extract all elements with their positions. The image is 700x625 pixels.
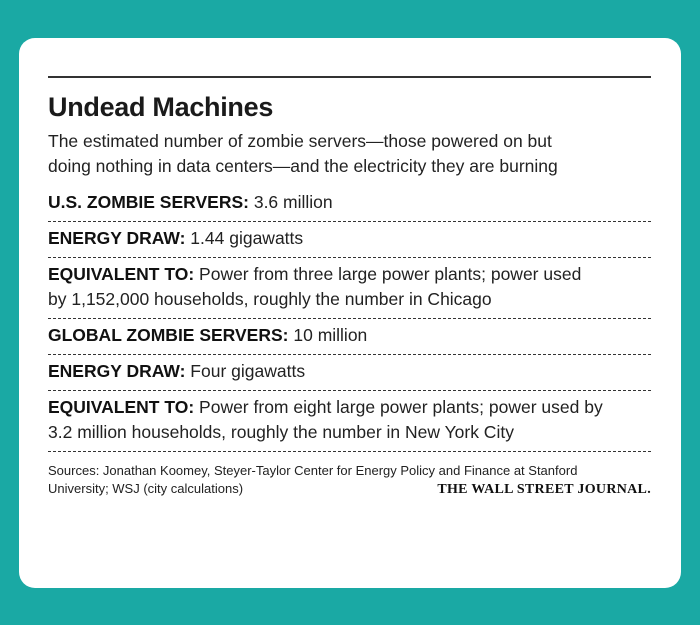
subtitle-line-1: The estimated number of zombie servers—those powered on but [48, 131, 552, 151]
row-value: Four gigawatts [185, 361, 306, 381]
row-us-equivalent [48, 258, 651, 319]
page-title: Undead Machines [48, 92, 274, 122]
row-label: ENERGY DRAW: [48, 361, 186, 381]
subtitle-line-2: doing nothing in data centers—and the electricity they are burning [48, 156, 558, 176]
top-rule [48, 76, 651, 78]
row-global-equivalent [48, 391, 651, 452]
sources-line-1: Sources: Jonathan Koomey, Steyer-Taylor Center for Energy Policy and Finance at Stanford [48, 463, 578, 478]
row-label: GLOBAL ZOMBIE SERVERS: [48, 325, 289, 345]
row-global-zombie-servers [48, 319, 651, 355]
row-label: EQUIVALENT TO: [48, 397, 195, 417]
row-value-continued: 3.2 million households, roughly the number in New York City [48, 422, 514, 442]
row-value: 10 million [288, 325, 368, 345]
sources-line-2: University; WSJ (city calculations) [48, 481, 244, 496]
row-value: Power from eight large power plants; power used by [194, 397, 603, 417]
row-value: Power from three large power plants; power used [194, 264, 582, 284]
row-value-continued: by 1,152,000 households, roughly the number in Chicago [48, 289, 492, 309]
row-us-zombie-servers [48, 186, 651, 222]
row-value: 3.6 million [248, 192, 333, 212]
row-label: U.S. ZOMBIE SERVERS: [48, 192, 249, 212]
row-us-energy-draw [48, 222, 651, 258]
row-global-energy-draw [48, 355, 651, 391]
subtitle [48, 129, 651, 179]
row-label: ENERGY DRAW: [48, 228, 186, 248]
wsj-logo: THE WALL STREET JOURNAL. [437, 482, 651, 497]
row-value: 1.44 gigawatts [185, 228, 304, 248]
row-label: EQUIVALENT TO: [48, 264, 195, 284]
sources-footer [48, 462, 651, 499]
info-card [19, 38, 681, 588]
card-content [48, 76, 651, 499]
